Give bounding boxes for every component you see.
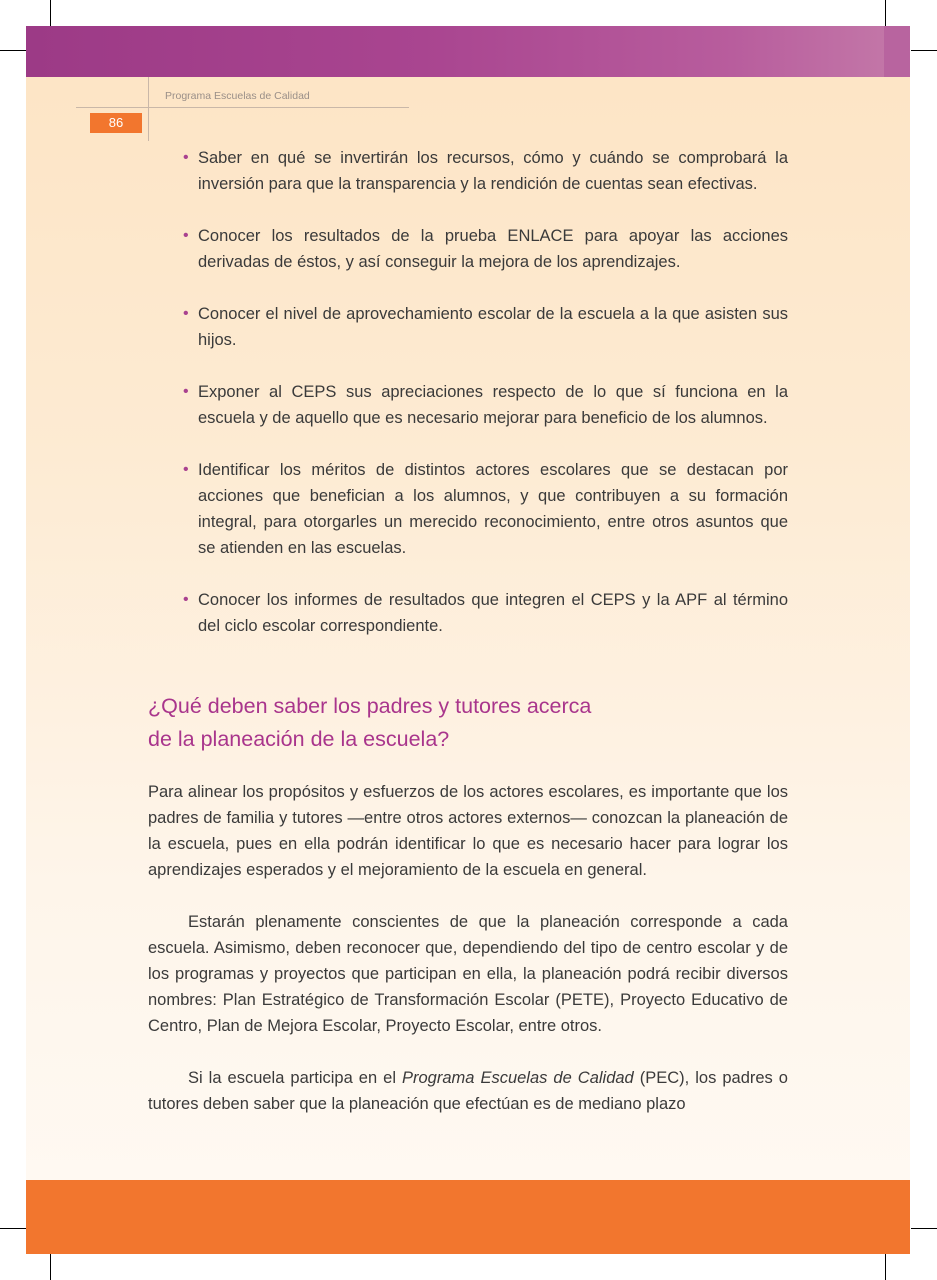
list-item: • Saber en qué se invertirán los recursos, cómo y cuándo se comprobará la inversión para que la transparencia y la rendición de cuentas sean efectivas. [183,145,788,197]
paragraph-2: Estarán plenamente conscientes de que la planeación corresponde a cada escuela. Asimismo, deben reconocer que, dependiendo del tipo de centro escolar y de los programas y proyectos que participan en ella, la planeación podrá recibir diversos nombres: Plan Estratégico de Transformación Escolar (PETE), Proyecto Educativo de Centro, Plan de Mejora Escolar, Proyecto Escolar, entre otros. [148,913,788,1035]
crop-mark [911,1228,937,1229]
bullet-icon: • [183,461,189,478]
crop-mark [0,50,26,51]
list-item: • Conocer el nivel de aprovechamiento escolar de la escuela a la que asisten sus hijos. [183,301,788,353]
crop-mark [885,0,886,26]
page-number: 86 [90,113,142,133]
bullet-icon: • [183,305,189,322]
header-vertical-rule [148,77,149,141]
bullet-icon: • [183,383,189,400]
crop-mark [50,0,51,26]
section-heading-line1: ¿Qué deben saber los padres y tutores acerca [148,694,592,718]
list-item: • Exponer al CEPS sus apreciaciones respecto de lo que sí funciona en la escuela y de aquello que es necesario mejorar para beneficio de los alumnos. [183,379,788,431]
running-head: Programa Escuelas de Calidad [165,90,310,102]
list-item: • Conocer los resultados de la prueba ENLACE para apoyar las acciones derivadas de éstos, y así conseguir la mejora de los aprendizajes. [183,223,788,275]
list-item: • Identificar los méritos de distintos actores escolares que se destacan por acciones que benefician a los alumnos, y que contribuyen a su formación integral, para otorgarles un merecido reconocimiento, entre otros asuntos que se atienden en las escuelas. [183,457,788,561]
bullet-icon: • [183,591,189,608]
section-heading [148,690,788,756]
program-name: Programa Escuelas de Calidad [402,1069,634,1087]
list-item: • Conocer los informes de resultados que integren el CEPS y la APF al término del ciclo escolar correspondiente. [183,587,788,639]
paragraph-3: Si la escuela participa en el Programa Escuelas de Calidad (PEC), los padres o tutores deben saber que la planeación que efectúan es de mediano plazo [148,1069,788,1113]
top-color-band [26,26,910,77]
top-band-tab [884,26,910,77]
crop-mark [0,1228,26,1229]
crop-mark [911,50,937,51]
header-horizontal-rule [76,107,409,108]
bullet-icon: • [183,227,189,244]
crop-mark [50,1254,51,1280]
bullet-icon: • [183,149,189,166]
paragraph-1: Para alinear los propósitos y esfuerzos de los actores escolares, es importante que los padres de familia y tutores —entre otros actores externos— conozcan la planeación de la escuela, pues en ella podrán identificar lo que es necesario hacer para lograr los aprendizajes esperados y el mejoramiento de la escuela en general. [148,783,788,879]
bottom-color-band [26,1180,910,1254]
section-heading-line2: de la planeación de la escuela? [148,727,450,751]
bullet-list [183,145,788,665]
crop-mark [885,1254,886,1280]
